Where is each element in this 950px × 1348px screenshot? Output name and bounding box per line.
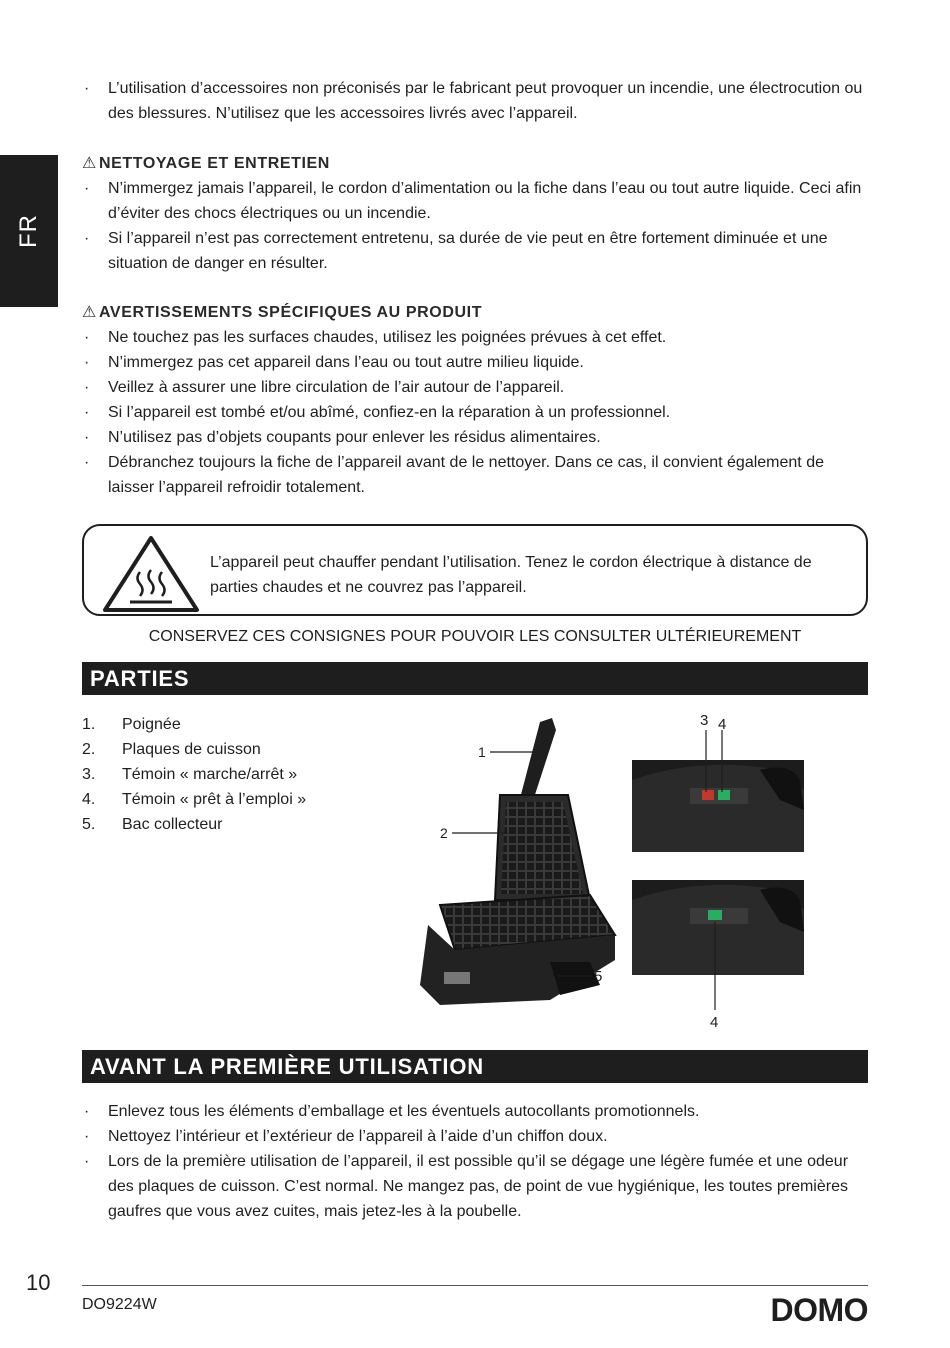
part-label: Plaques de cuisson (122, 741, 261, 758)
list-item: · Débranchez toujours la fiche de l’appareil avant de le nettoyer. Dans ce cas, il convient également de laisser l’appareil refroidir totalement. (82, 450, 872, 500)
part-label: Bac collecteur (122, 816, 223, 833)
list-item (82, 787, 306, 812)
list-item (82, 762, 306, 787)
parts-list (82, 712, 306, 837)
cleaning-section (82, 151, 872, 276)
hot-surface-warning-icon (100, 532, 202, 614)
callout-2: 2 (440, 825, 448, 841)
page-number: 10 (26, 1270, 51, 1295)
language-tab (0, 155, 58, 307)
hot-surface-notice-text: L’appareil peut chauffer pendant l’utilisation. Tenez le cordon électrique à distance de parties chaudes et ne couvrez pas l’appareil. (210, 554, 812, 596)
list-item (82, 737, 306, 762)
list-item: · Nettoyez l’intérieur et l’extérieur de l’appareil à l’aide d’un chiffon doux. (82, 1124, 872, 1149)
list-item: · L’utilisation d’accessoires non préconisés par le fabricant peut provoquer un incendie, une électrocution ou des blessures. N’utilisez que les accessoires livrés avec l’appareil. (82, 76, 872, 126)
list-item: · N’utilisez pas d’objets coupants pour enlever les résidus alimentaires. (82, 425, 872, 450)
language-tab-label: FR (15, 214, 42, 248)
list-item: · N’immergez pas cet appareil dans l’eau ou tout autre milieu liquide. (82, 350, 872, 375)
list-item: · Enlevez tous les éléments d’emballage et les éventuels autocollants promotionnels. (82, 1099, 872, 1124)
indicator-detail-top (632, 760, 804, 852)
cleaning-bullet-list (82, 176, 872, 276)
model-number: DO9224W (82, 1296, 157, 1313)
part-number: 2. (82, 741, 96, 758)
list-item: · N’immergez jamais l’appareil, le cordon d’alimentation ou la fiche dans l’eau ou tout autre liquide. Ceci afin d’éviter des chocs électriques ou un incendie. (82, 176, 872, 226)
keep-instructions-line: CONSERVEZ CES CONSIGNES POUR POUVOIR LES CONSULTER ULTÉRIEUREMENT (148, 628, 802, 645)
part-label: Témoin « prêt à l’emploi » (122, 791, 307, 808)
before-first-use-section-title: AVANT LA PREMIÈRE UTILISATION (82, 1050, 868, 1083)
part-label: Témoin « marche/arrêt » (122, 766, 298, 783)
parts-section-title: PARTIES (82, 662, 868, 695)
intro-section (82, 76, 872, 126)
list-item: · Ne touchez pas les surfaces chaudes, utilisez les poignées prévues à cet effet. (82, 325, 872, 350)
product-warnings-heading-text: AVERTISSEMENTS SPÉCIFIQUES AU PRODUIT (98, 304, 483, 321)
before-first-use-bullet-list (82, 1099, 872, 1224)
product-warnings-bullet-list (82, 325, 872, 500)
indicator-detail-bottom (632, 880, 804, 975)
part-number: 1. (82, 716, 96, 733)
footer-divider (82, 1285, 868, 1286)
brand-logo: DOMO (770, 1292, 868, 1328)
waffle-maker-illustration (420, 718, 615, 1005)
callout-4b: 4 (710, 1014, 719, 1031)
callout-4a: 4 (718, 716, 727, 733)
list-item: · Lors de la première utilisation de l’appareil, il est possible qu’il se dégage une légère fumée et une odeur des plaques de cuisson. C’est normal. Ne mangez pas, de point de vue hygiénique, les toutes premières gaufres que vous avez cuites, mais jetez-les à la poubelle. (82, 1149, 872, 1224)
cleaning-heading-text: NETTOYAGE ET ENTRETIEN (98, 155, 330, 172)
warning-triangle-icon: ⚠ (82, 304, 97, 321)
callout-5: 5 (594, 968, 603, 985)
product-warnings-section (82, 300, 872, 500)
parts-figure (400, 700, 820, 1040)
led-red-top (702, 790, 714, 800)
list-item: · Si l’appareil n’est pas correctement entretenu, sa durée de vie peut en être fortement diminuée et une situation de danger en résulter. (82, 226, 872, 276)
led-green-bottom (708, 910, 722, 920)
intro-bullet-list (82, 76, 872, 126)
callout-3: 3 (700, 712, 709, 729)
cleaning-heading (82, 151, 872, 176)
list-item: · Si l’appareil est tombé et/ou abîmé, confiez-en la réparation à un professionnel. (82, 400, 872, 425)
warning-triangle-icon: ⚠ (82, 155, 97, 172)
list-item: · Veillez à assurer une libre circulation de l’air autour de l’appareil. (82, 375, 872, 400)
product-warnings-heading (82, 300, 872, 325)
list-item (82, 712, 306, 737)
part-number: 3. (82, 766, 96, 783)
callout-1: 1 (478, 744, 486, 760)
base-label-shape (444, 972, 470, 984)
led-green-top (718, 790, 730, 800)
hot-surface-notice (82, 524, 868, 616)
before-first-use-section (82, 1099, 872, 1224)
part-number: 4. (82, 791, 96, 808)
part-label: Poignée (122, 716, 181, 733)
part-number: 5. (82, 816, 96, 833)
list-item (82, 812, 306, 837)
